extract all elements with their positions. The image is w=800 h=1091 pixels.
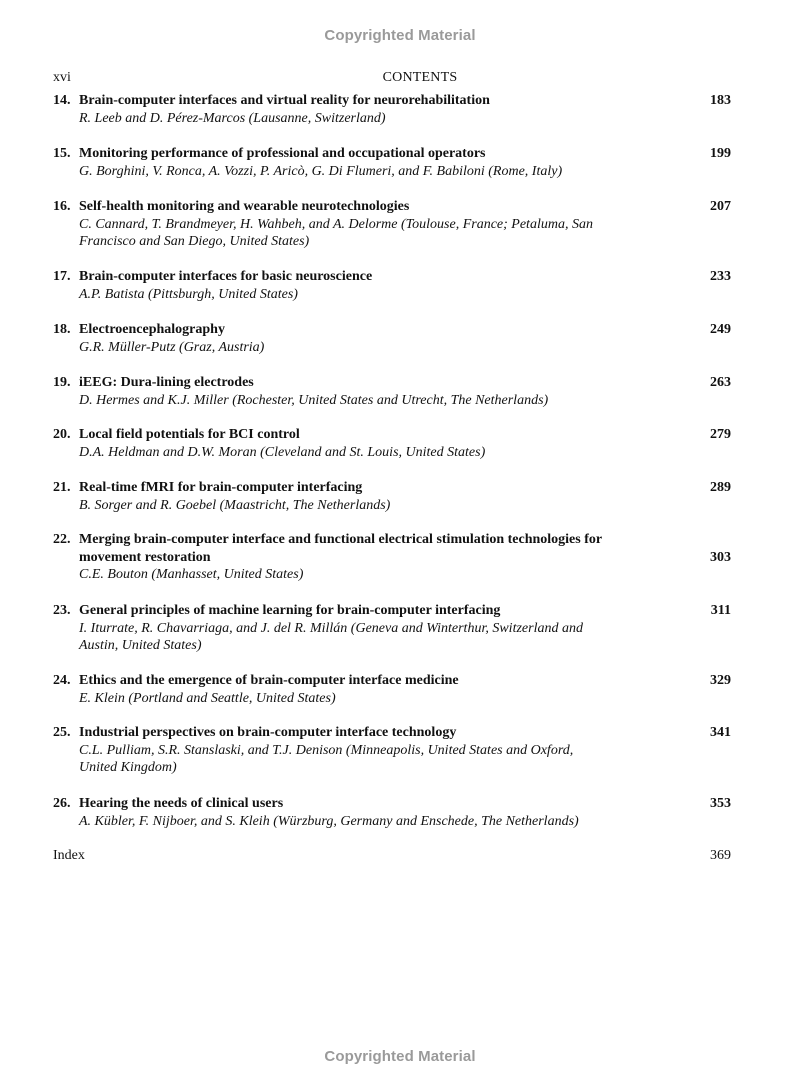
chapter-title[interactable]: Brain-computer interfaces for basic neuroscience <box>79 269 373 284</box>
chapter-authors: C.L. Pulliam, S.R. Stanslaski, and T.J. Denison (Minneapolis, United States and Oxford, United Kingdom) <box>79 742 574 776</box>
toc-entry[interactable] <box>53 531 731 584</box>
chapter-title[interactable]: Local field potentials for BCI control <box>79 427 300 442</box>
chapter-page: 249 <box>710 322 731 337</box>
chapter-title[interactable]: Hearing the needs of clinical users <box>79 796 284 811</box>
watermark-bottom: Copyrighted Material <box>324 1048 476 1065</box>
chapter-page: 183 <box>710 93 731 108</box>
chapter-page: 207 <box>710 199 731 214</box>
chapter-authors: G. Borghini, V. Ronca, A. Vozzi, P. Aricò, G. Di Flumeri, and F. Babiloni (Rome, Italy) <box>79 163 563 179</box>
chapter-title[interactable]: Real-time fMRI for brain-computer interfacing <box>79 480 363 495</box>
chapter-title[interactable]: Electroencephalography <box>79 322 225 337</box>
chapter-authors: G.R. Müller-Putz (Graz, Austria) <box>79 339 265 355</box>
chapter-number: 26. <box>53 796 71 811</box>
chapter-authors: I. Iturrate, R. Chavarriaga, and J. del R. Millán (Geneva and Winterthur, Switzerland and Austin, United States) <box>79 620 583 654</box>
chapter-number: 25. <box>53 725 71 740</box>
toc-entry[interactable] <box>53 268 731 303</box>
toc-entry[interactable] <box>53 724 731 777</box>
toc-entry[interactable] <box>53 602 731 655</box>
chapter-authors: A. Kübler, F. Nijboer, and S. Kleih (Würzburg, Germany and Enschede, The Netherlands) <box>79 813 579 829</box>
watermark-top: Copyrighted Material <box>324 27 476 44</box>
chapter-title[interactable]: Ethics and the emergence of brain-computer interface medicine <box>79 673 459 688</box>
toc-entry[interactable] <box>53 672 731 707</box>
toc-entry[interactable] <box>53 374 731 409</box>
chapter-number: 20. <box>53 427 71 442</box>
toc-entry[interactable] <box>53 795 731 830</box>
toc-entry[interactable] <box>53 145 731 180</box>
chapter-title[interactable]: Brain-computer interfaces and virtual reality for neurorehabilitation <box>79 93 490 108</box>
chapter-page: 303 <box>710 549 731 565</box>
chapter-title[interactable]: Self-health monitoring and wearable neurotechnologies <box>79 199 410 214</box>
chapter-number: 23. <box>53 603 71 618</box>
toc-entry[interactable] <box>53 426 731 461</box>
chapter-number: 24. <box>53 673 71 688</box>
chapter-number: 21. <box>53 480 71 495</box>
chapter-title[interactable]: Industrial perspectives on brain-computer interface technology <box>79 725 457 740</box>
chapter-number: 17. <box>53 269 71 284</box>
chapter-page: 311 <box>710 603 731 618</box>
chapter-number: 18. <box>53 322 71 337</box>
chapter-page: 329 <box>710 673 731 688</box>
running-head <box>53 70 731 88</box>
chapter-number: 14. <box>53 93 71 108</box>
chapter-page: 341 <box>710 725 731 740</box>
toc-index-entry[interactable] <box>53 847 731 865</box>
chapter-page: 289 <box>710 480 731 495</box>
chapter-title[interactable]: General principles of machine learning for brain-computer interfacing <box>79 603 501 618</box>
index-label[interactable]: Index <box>53 848 85 863</box>
chapter-title[interactable]: Merging brain-computer interface and functional electrical stimulation technologies for movement restoration <box>79 532 602 565</box>
chapter-number: 16. <box>53 199 71 214</box>
toc-entry[interactable] <box>53 321 731 356</box>
index-page: 369 <box>710 848 731 863</box>
toc-entry[interactable] <box>53 198 731 251</box>
chapter-number: 19. <box>53 375 71 390</box>
chapter-authors: B. Sorger and R. Goebel (Maastricht, The Netherlands) <box>79 497 391 513</box>
section-title: CONTENTS <box>382 70 458 85</box>
chapter-authors: D. Hermes and K.J. Miller (Rochester, United States and Utrecht, The Netherlands) <box>79 392 549 408</box>
chapter-authors: E. Klein (Portland and Seattle, United States) <box>79 690 336 706</box>
chapter-page: 263 <box>710 375 731 390</box>
toc-entry[interactable] <box>53 479 731 514</box>
chapter-number: 22. <box>53 532 71 547</box>
chapter-authors: C.E. Bouton (Manhasset, United States) <box>79 567 304 583</box>
chapter-authors: D.A. Heldman and D.W. Moran (Cleveland and St. Louis, United States) <box>79 444 486 460</box>
chapter-authors: R. Leeb and D. Pérez-Marcos (Lausanne, Switzerland) <box>79 110 386 126</box>
chapter-authors: C. Cannard, T. Brandmeyer, H. Wahbeh, and A. Delorme (Toulouse, France; Petaluma, San Francisco and San Diego, United States) <box>79 216 593 250</box>
chapter-page: 353 <box>710 796 731 811</box>
chapter-page: 199 <box>710 146 731 161</box>
chapter-page: 279 <box>710 427 731 442</box>
chapter-title[interactable]: iEEG: Dura-lining electrodes <box>79 375 254 390</box>
chapter-authors: A.P. Batista (Pittsburgh, United States) <box>79 286 298 302</box>
toc-entry[interactable] <box>53 92 731 127</box>
page-folio: xvi <box>53 70 71 85</box>
chapter-page: 233 <box>710 269 731 284</box>
chapter-title[interactable]: Monitoring performance of professional and occupational operators <box>79 146 486 161</box>
chapter-number: 15. <box>53 146 71 161</box>
